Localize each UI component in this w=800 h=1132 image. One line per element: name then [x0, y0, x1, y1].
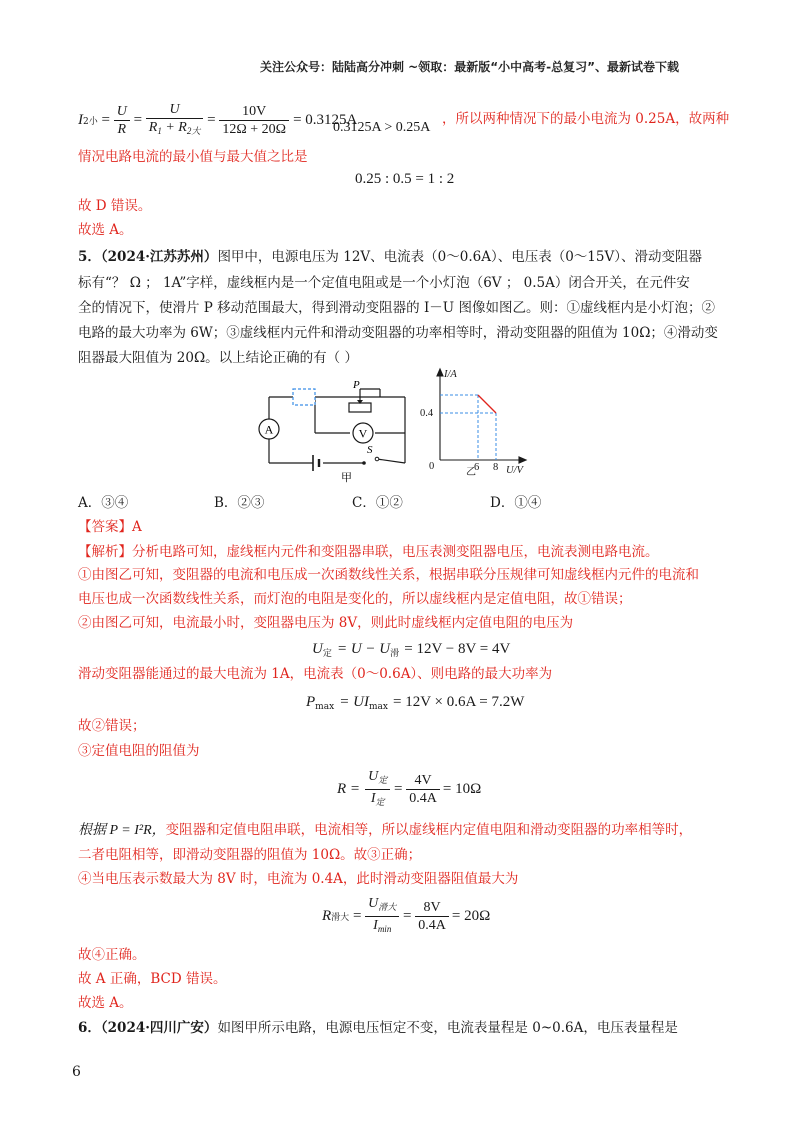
page-number: 6 [72, 1064, 81, 1080]
slider-label: P [353, 379, 360, 391]
q5-line-1: 5．（2024·江苏苏州）图甲中，电源电压为 12V、电流表（0～0.6A）、电压表（0～15V）、滑动变阻器 [78, 249, 702, 265]
p4-conclusion: 故④正确。 [78, 947, 146, 963]
option-b: B．②③ [214, 495, 265, 511]
iu-graph [410, 365, 535, 480]
answer-label: 【答案】A [78, 519, 142, 535]
analysis-line: 【解析】分析电路可知，虚线框内元件和变阻器串联，电压表测变阻器电压，电流表测电路电流。 [78, 544, 659, 560]
p4-line-1: ④当电压表示数最大为 8V 时，电流为 0.4A，此时滑动变阻器阻值最大为 [78, 871, 519, 887]
final-line-2: 故选 A。 [78, 995, 133, 1011]
switch-label: S [367, 444, 373, 456]
p2-line-1: ②由图乙可知，电流最小时，变阻器电压为 8V，则此时虚线框内定值电阻的电压为 [78, 615, 574, 631]
final-line-1: 故 A 正确，BCD 错误。 [78, 971, 227, 987]
p3-line-2: 根据 P = I²R，变阻器和定值电阻串联，电流相等，所以虚线框内定值电阻和滑动变阻器的功率相等时， [78, 822, 693, 838]
option-a: A．③④ [78, 495, 129, 511]
option-d: D．①④ [490, 495, 542, 511]
q5-line-3: 全的情况下，使滑片 P 移动范围最大，得到滑动变阻器的 I－U 图像如图乙。则：①虚线框内是小灯泡；② [78, 300, 715, 316]
figure-yi-label: 乙 [466, 467, 476, 478]
page-header: 关注公众号：陆陆高分冲刺 ~领取：最新版“小中高考-总复习”、最新试卷下载 [260, 60, 679, 74]
max-resistance-equation: R 滑大 = $\frac{U_{滑大}}{I_{min}}$ = $\frac{8V}{0.4A}$ = 20Ω [322, 895, 491, 934]
resistance-equation: R = $\frac{U_定}{I_定}$ = $\frac{4V}{0.4A}$ = 10Ω [337, 768, 482, 807]
p2-conclusion: 故②错误； [78, 718, 146, 734]
q5-line-2: 标有“？ Ω ； 1A”字样，虚线框内是一个定值电阻或是一个小灯泡（6V ； 0.5A）闭合开关，在元件安 [78, 275, 690, 291]
q6-line-1: 6．（2024·四川广安）如图甲所示电路，电源电压恒定不变，电流表量程是 0~0.6A，电压表量程是 [78, 1020, 678, 1036]
x-axis-label: U/V [506, 465, 523, 476]
p1-line-2: 电压也成一次函数线性关系，而灯泡的电阻是变化的，所以虚线框内是定值电阻，故①错误； [78, 591, 632, 607]
p2-line-2: 滑动变阻器能通过的最大电流为 1A，电流表（0～0.6A）、则电路的最大功率为 [78, 666, 553, 682]
option-c: C．①② [352, 495, 403, 511]
fraction-numeric: $\frac{10V}{12\Omega + 20\Omega}$ [219, 103, 289, 138]
p3-line-1: ③定值电阻的阻值为 [78, 743, 200, 759]
circuit-diagram [255, 375, 425, 485]
d-wrong: 故 D 错误。 [78, 198, 152, 214]
p1-line-1: ①由图乙可知，变阻器的电流和电压成一次函数线性关系，根据串联分压规律可知虚线框内元件的电流和 [78, 567, 699, 583]
fraction-u-over-r-sum: $\frac{U}{R_1 + R_{2大}}$ [146, 101, 204, 140]
ammeter-label: A [264, 422, 274, 437]
x-tick-label: 8 [493, 462, 499, 473]
p3-line-3: 二者电阻相等，即滑动变阻器的阻值为 10Ω。故③正确； [78, 847, 422, 863]
choose-a: 故选 A。 [78, 222, 133, 238]
fraction-u-over-r: $\frac{U}{R}$ [114, 103, 130, 138]
note-line-2: 情况电路电流的最小值与最大值之比是 [78, 149, 308, 165]
y-axis-label: I/A [444, 369, 457, 380]
current-equation: I 2小 = $\frac{U}{R}$ = $\frac{U}{R_1 + R_{2大}}$ = $\frac{10V}{12\Omega + 20\Omega}$ = 0.3125A [78, 96, 357, 144]
voltage-equation: $U_定 = U - U_滑 = 12V - 8V = 4V$ [312, 641, 511, 659]
x-tick-label: 6 [474, 462, 480, 473]
y-tick-label: 0.4 [420, 408, 434, 419]
note-line-1: ，所以两种情况下的最小电流为 0.25A，故两种 [442, 111, 730, 127]
q5-line-4: 电路的最大功率为 6W；③虚线框内元件和滑动变阻器的功率相等时，滑动变阻器的阻值为 10Ω；④滑动变 [78, 325, 718, 341]
power-equation: $P_{max} = UI_{max} = 12V \times 0.6A = 7.2W$ [306, 694, 525, 712]
ratio-equation: 0.25 : 0.5 = 1 : 2 [355, 171, 455, 187]
origin-label: 0 [429, 461, 435, 472]
figure-jia-label: 甲 [341, 471, 352, 484]
inequality: 0.3125A > 0.25A [333, 120, 431, 135]
q5-line-5: 阻器最大阻值为 20Ω。以上结论正确的有（ ） [78, 350, 358, 366]
voltmeter-label: V [358, 426, 368, 441]
